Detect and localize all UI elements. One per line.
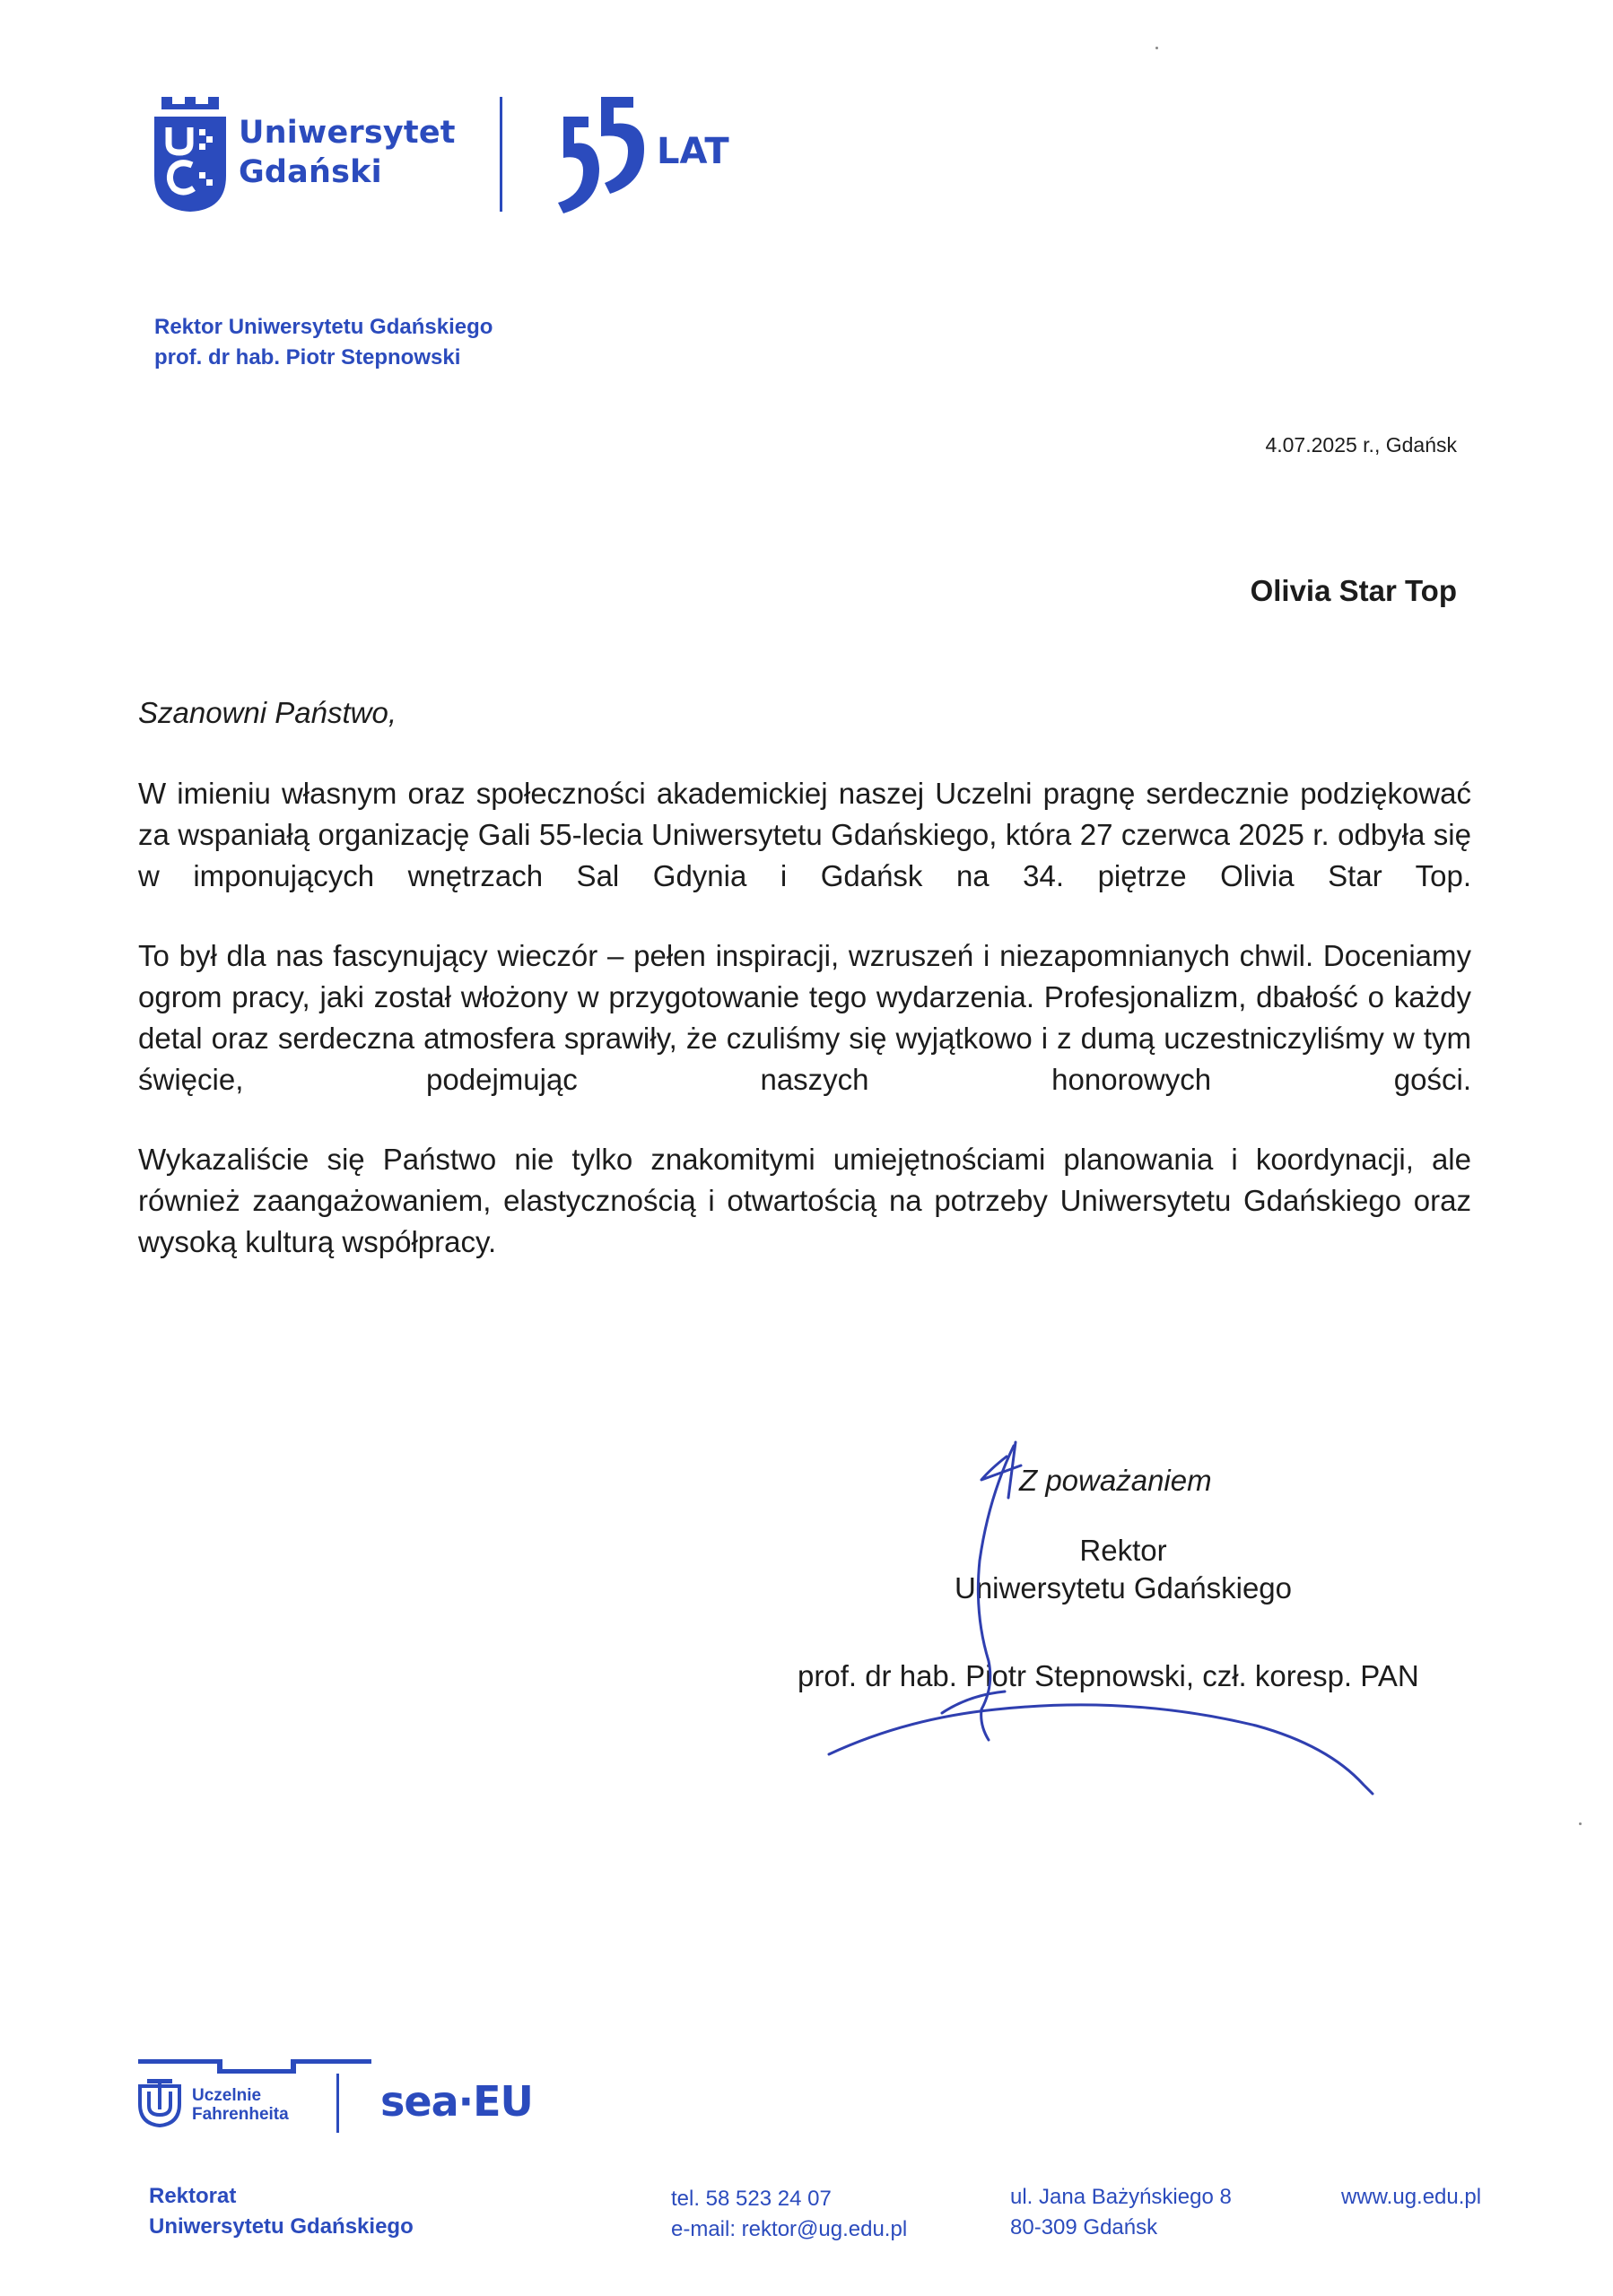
footer-contact — [671, 2184, 907, 2245]
paragraph-text: W imieniu własnym oraz społeczności akademickiej naszej Uczelni pragnę serdecznie podziękować za wspaniałą organizację Gali 55-lecia Uniwersytetu Gdańskiego, która 27 czerwca 2025 r. odbyła się w imponujących wnętrzach Sal Gdynia i Gdańsk na 34. piętrze Olivia Star Top. — [138, 777, 1471, 892]
uczelnie-line2: Fahrenheita — [192, 2105, 289, 2124]
paragraph-2 — [138, 935, 1471, 1100]
salutation: Szanowni Państwo, — [138, 696, 397, 729]
handwritten-signature — [789, 1426, 1399, 1803]
university-shield-icon — [153, 97, 228, 213]
scan-speck — [1579, 1822, 1582, 1825]
anniversary-label: LAT — [657, 131, 729, 172]
signatory-name: prof. dr hab. Piotr Stepnowski, czł. koresp. PAN — [798, 1659, 1419, 1692]
closing-regards: Z poważaniem — [1019, 1464, 1212, 1497]
footer-street: ul. Jana Bażyńskiego 8 — [1010, 2185, 1232, 2209]
footer-city: 80-309 Gdańsk — [1010, 2215, 1158, 2239]
uczelnie-fahrenheita-text — [192, 2086, 289, 2124]
uczelnie-fahrenheita-shield-icon — [138, 2077, 181, 2127]
paragraph-text: To był dla nas fascynujący wieczór – pełen inspiracji, wzruszeń i niezapomnianych chwil. Doceniamy ogrom pracy, jaki został włożony w przygotowanie tego wydarzenia. Profesjonalizm, dbałość o każdy detal oraz serdeczna atmosfera sprawiły, że czuliśmy się wyjątkowo i z dumą uczestniczyliśmy w tym święcie, podejmując naszych honorowych gości. — [138, 939, 1471, 1096]
footer-website-link[interactable]: www.ug.edu.pl — [1341, 2185, 1482, 2209]
date-place: 4.07.2025 r., Gdańsk — [1265, 433, 1457, 457]
footer-address — [1010, 2182, 1232, 2243]
footer-phone: tel. 58 523 24 07 — [671, 2187, 832, 2211]
sea-eu-logo: sea·EU — [380, 2077, 533, 2126]
footer-email[interactable]: e-mail: rektor@ug.edu.pl — [671, 2217, 908, 2241]
sender-block — [154, 312, 493, 373]
header-divider — [500, 97, 502, 212]
scan-speck — [1155, 47, 1158, 49]
university-logo — [153, 97, 511, 218]
anniversary-55-logo — [556, 97, 646, 215]
footer-website — [1341, 2182, 1481, 2213]
university-name — [239, 113, 456, 192]
university-name-line1: Uniwersytet — [239, 115, 456, 151]
closing-title-line2: Uniwersytetu Gdańskiego — [954, 1571, 1293, 1605]
uczelnie-line1: Uczelnie — [192, 2086, 262, 2105]
uczelnie-fahrenheita-logo — [138, 2077, 318, 2131]
footer-divider — [336, 2074, 339, 2133]
closing-title-line1: Rektor — [1079, 1534, 1167, 1567]
recipient-name: Olivia Star Top — [1250, 574, 1457, 607]
paragraph-1 — [138, 773, 1471, 897]
footer-decorative-bars — [138, 2057, 371, 2075]
sender-title: Rektor Uniwersytetu Gdańskiego — [154, 315, 493, 339]
sender-name: prof. dr hab. Piotr Stepnowski — [154, 345, 461, 370]
university-name-line2: Gdański — [239, 154, 382, 190]
footer-rectorate-line2: Uniwersytetu Gdańskiego — [149, 2214, 414, 2239]
footer-rectorate — [149, 2181, 414, 2242]
footer-rectorate-line1: Rektorat — [149, 2184, 237, 2208]
paragraph-3 — [138, 1139, 1471, 1263]
paragraph-text: Wykazaliście się Państwo nie tylko znakomitymi umiejętnościami planowania i koordynacji, ale również zaangażowaniem, elastycznością i otwartością na potrzeby Uniwersytetu Gdańskiego oraz wysoką kulturą współpracy. — [138, 1143, 1471, 1258]
